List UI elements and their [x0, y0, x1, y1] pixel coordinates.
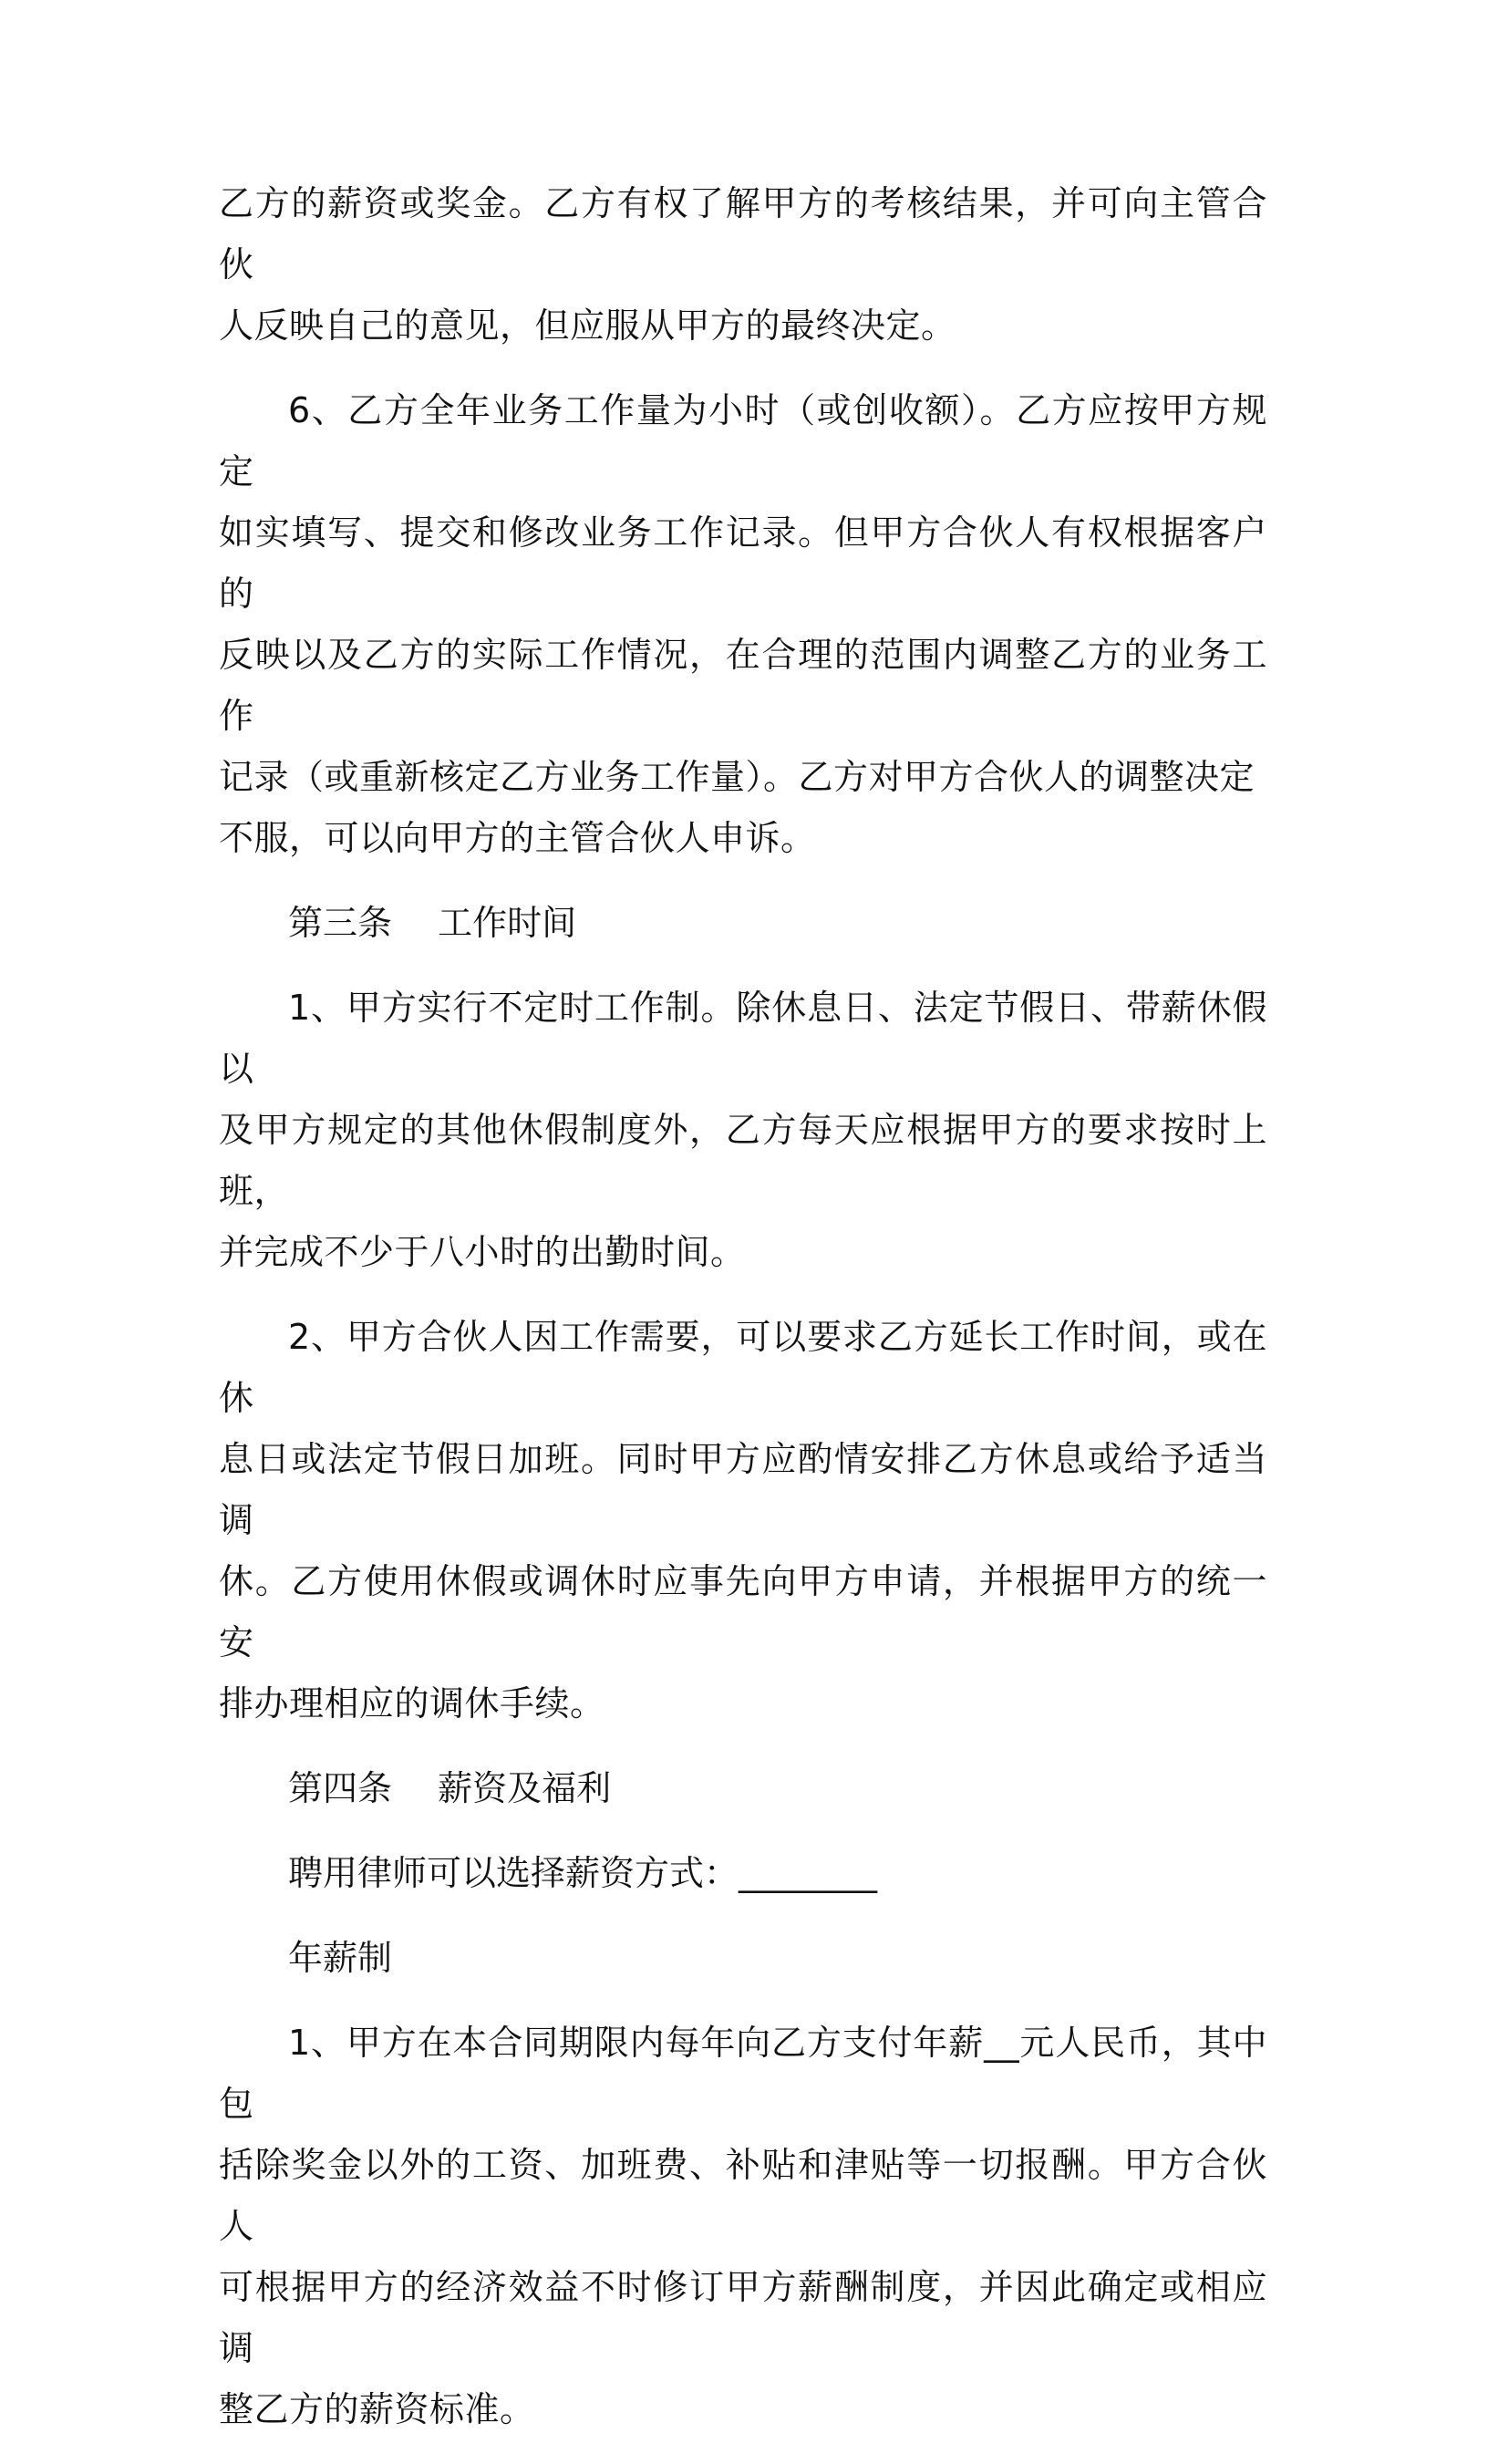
text-line: 不服，可以向甲方的主管合伙人申诉。	[219, 818, 816, 858]
text-line: 并完成不少于八小时的出勤时间。	[219, 1232, 746, 1272]
paragraph-salary-review	[219, 173, 1267, 357]
text-line: 人反映自己的意见，但应服从甲方的最终决定。	[219, 305, 956, 346]
text-line: 记录（或重新核定乙方业务工作量）。乙方对甲方合伙人的调整决定	[219, 757, 1256, 797]
text-line: 乙方的薪资或奖金。乙方有权了解甲方的考核结果，并可向主管合伙	[219, 183, 1267, 285]
paragraph-work-schedule	[219, 978, 1267, 1283]
text-line: 休。乙方使用休假或调休时应事先向甲方申请，并根据甲方的统一安	[219, 1561, 1267, 1662]
text-line: 1、甲方实行不定时工作制。除休息日、法定节假日、带薪休假以	[219, 988, 1267, 1089]
text-line: 如实填写、提交和修改业务工作记录。但甲方合伙人有权根据客户的	[219, 512, 1267, 614]
paragraph-overtime	[219, 1307, 1267, 1734]
text-line: 可根据甲方的经济效益不时修订甲方薪酬制度，并因此确定或相应调	[219, 2267, 1267, 2368]
text-line: 整乙方的薪资标准。	[219, 2389, 535, 2429]
paragraph-annual-salary	[219, 2013, 1267, 2440]
salary-method-choice: 聘用律师可以选择薪资方式：________	[288, 1853, 878, 1893]
text-line: 息日或法定节假日加班。同时甲方应酌情安排乙方休息或给予适当调	[219, 1439, 1267, 1540]
document-body	[219, 173, 1267, 2464]
text-line: 6、乙方全年业务工作量为小时（或创收额）。乙方应按甲方规定	[219, 390, 1267, 492]
paragraph-workload	[219, 380, 1267, 869]
text-line: 及甲方规定的其他休假制度外，乙方每天应根据甲方的要求按时上班，	[219, 1110, 1267, 1211]
annual-salary-title: 年薪制	[288, 1938, 393, 1978]
text-line: 1、甲方在本合同期限内每年向乙方支付年薪__元人民币，其中包	[219, 2023, 1267, 2124]
text-line: 2、甲方合伙人因工作需要，可以要求乙方延长工作时间，或在休	[219, 1317, 1267, 1418]
text-line: 反映以及乙方的实际工作情况，在合理的范围内调整乙方的业务工作	[219, 635, 1267, 736]
section-heading-salary-benefits: 第四条 薪资及福利	[288, 1768, 612, 1808]
text-line: 括除奖金以外的工资、加班费、补贴和津贴等一切报酬。甲方合伙人	[219, 2145, 1267, 2246]
text-line: 排办理相应的调休手续。	[219, 1683, 605, 1724]
section-heading-work-time: 第三条 工作时间	[288, 903, 577, 943]
